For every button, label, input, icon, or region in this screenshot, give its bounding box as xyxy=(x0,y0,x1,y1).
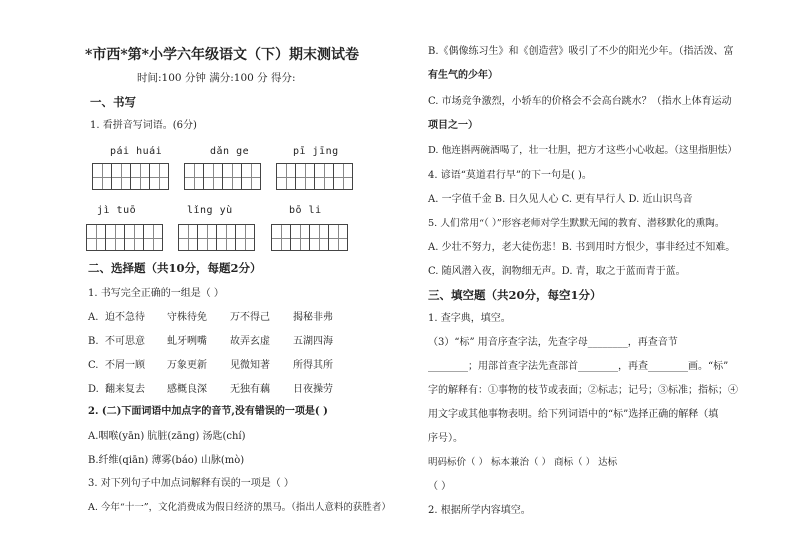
question-text: ________；用部首查字法先查部首________，再查________画。“标” xyxy=(428,361,729,372)
option-word: 不可思意 xyxy=(105,336,145,347)
question-text: 2. (二)下面词语中加点字的音节,没有错误的一项是( ) xyxy=(88,406,328,417)
question-text: 序号）。 xyxy=(428,433,463,444)
question-text: （3）“标” 用音序查字法，先查字母________，再查音节 xyxy=(428,337,678,348)
option-word: 万象更新 xyxy=(167,360,207,371)
option-text: A. 一字值千金 B. 日久见人心 C. 更有早行人 D. 近山识鸟音 xyxy=(428,194,693,205)
option-text: A. 今年“十一”，文化消费成为假日经济的黑马。（指出人意料的获胜者） xyxy=(88,502,391,513)
question-text: 4. 谚语“莫道君行早”的下一句是( )。 xyxy=(428,170,592,181)
pinyin-label: lǐng yù xyxy=(187,205,233,216)
option-label: D. xyxy=(88,384,99,395)
question-pinyin: 1. 看拼音写词语。(6分) xyxy=(90,120,197,131)
writing-grid[interactable] xyxy=(271,224,348,251)
question-text: 1. 查字典，填空。 xyxy=(428,313,511,324)
option-text: C. 市场竞争激烈，小轿车的价格会不会高台跳水？（指水上体育运动 xyxy=(428,96,732,107)
pinyin-label: bō li xyxy=(289,205,322,216)
option-text: D. 他连斟两碗酒喝了，壮一壮胆，把方才这些小心收起。（这里指胆怯） xyxy=(428,145,738,156)
writing-grid[interactable] xyxy=(86,224,163,251)
writing-grid[interactable] xyxy=(92,163,169,190)
option-word: 日夜操劳 xyxy=(293,384,333,395)
question-text: 字的解释有：①事物的枝节或表面；②标志；记号；③标准；指标；④ xyxy=(428,385,738,396)
option-label: C. xyxy=(88,360,99,371)
option-word: 守株待免 xyxy=(167,312,207,323)
question-text: 3. 对下列句子中加点词解释有误的一项是（ ） xyxy=(88,478,294,489)
option-text: 项目之一） xyxy=(428,120,478,131)
option-word: 故弄玄虚 xyxy=(230,336,270,347)
pinyin-label: pái huái xyxy=(110,146,163,157)
option-word: 所得其所 xyxy=(293,360,333,371)
option-text: A. 少壮不努力，老大徒伤悲！B. 书到用时方恨少，事非经过不知难。 xyxy=(428,242,736,253)
pinyin-label: jì tuō xyxy=(97,205,137,216)
option-word: 见微知著 xyxy=(230,360,270,371)
exam-meta: 时间:100 分钟 满分:100 分 得分: xyxy=(137,72,296,84)
pinyin-label: dǎn ge xyxy=(210,146,250,157)
option-word: 翻来复去 xyxy=(105,384,145,395)
question-text: 5. 人们常用“（ ）”形容老师对学生默默无闻的教育、潜移默化的熏陶。 xyxy=(428,218,725,229)
section-heading-fill: 三、填空题（共20分，每空1分） xyxy=(428,288,602,302)
page-title: *市西*第*小学六年级语文（下）期末测试卷 xyxy=(85,47,359,63)
option-text: B.《偶像练习生》和《创造营》吸引了不少的阳光少年。（指活泼、富 xyxy=(428,46,734,57)
option-word: 感概良深 xyxy=(167,384,207,395)
option-word: 虬牙咧嘴 xyxy=(167,336,207,347)
option-text: A.咽喉(yān) 肮脏(zāng) 汤匙(chí) xyxy=(88,431,246,442)
question-text: 1. 书写完全正确的一组是（ ） xyxy=(88,288,224,299)
section-heading-writing: 一、书写 xyxy=(90,95,136,109)
option-text: 有生气的少年） xyxy=(428,70,498,81)
option-word: 不屑一顾 xyxy=(105,360,145,371)
option-text: B.纤维(qiān) 薄雾(báo) 山脉(mò) xyxy=(88,455,245,466)
writing-grid[interactable] xyxy=(276,163,353,190)
option-word: 揭秘非弗 xyxy=(293,312,333,323)
option-word: 迫不急待 xyxy=(105,312,145,323)
option-label: B. xyxy=(88,336,99,347)
pinyin-label: pī jīng xyxy=(293,146,339,157)
question-text: 明码标价（ ） 标本兼治（ ） 商标（ ） 达标 xyxy=(428,457,618,468)
option-word: 万不得己 xyxy=(230,312,270,323)
option-text: C. 随风潜入夜，润物细无声。D. 青，取之于蓝而青于蓝。 xyxy=(428,266,686,277)
option-word: 五湖四海 xyxy=(293,336,333,347)
option-label: A. xyxy=(88,312,99,323)
question-text: 用文字或其他事物表明。给下列词语中的“标”选择正确的解释（填 xyxy=(428,409,719,420)
writing-grid[interactable] xyxy=(178,224,255,251)
question-text: 2. 根据所学内容填空。 xyxy=(428,505,531,516)
writing-grid[interactable] xyxy=(184,163,261,190)
section-heading-choice: 二、选择题（共10分，每题2分） xyxy=(88,261,262,275)
option-word: 无独有藕 xyxy=(230,384,270,395)
question-text: （ ） xyxy=(428,481,452,492)
